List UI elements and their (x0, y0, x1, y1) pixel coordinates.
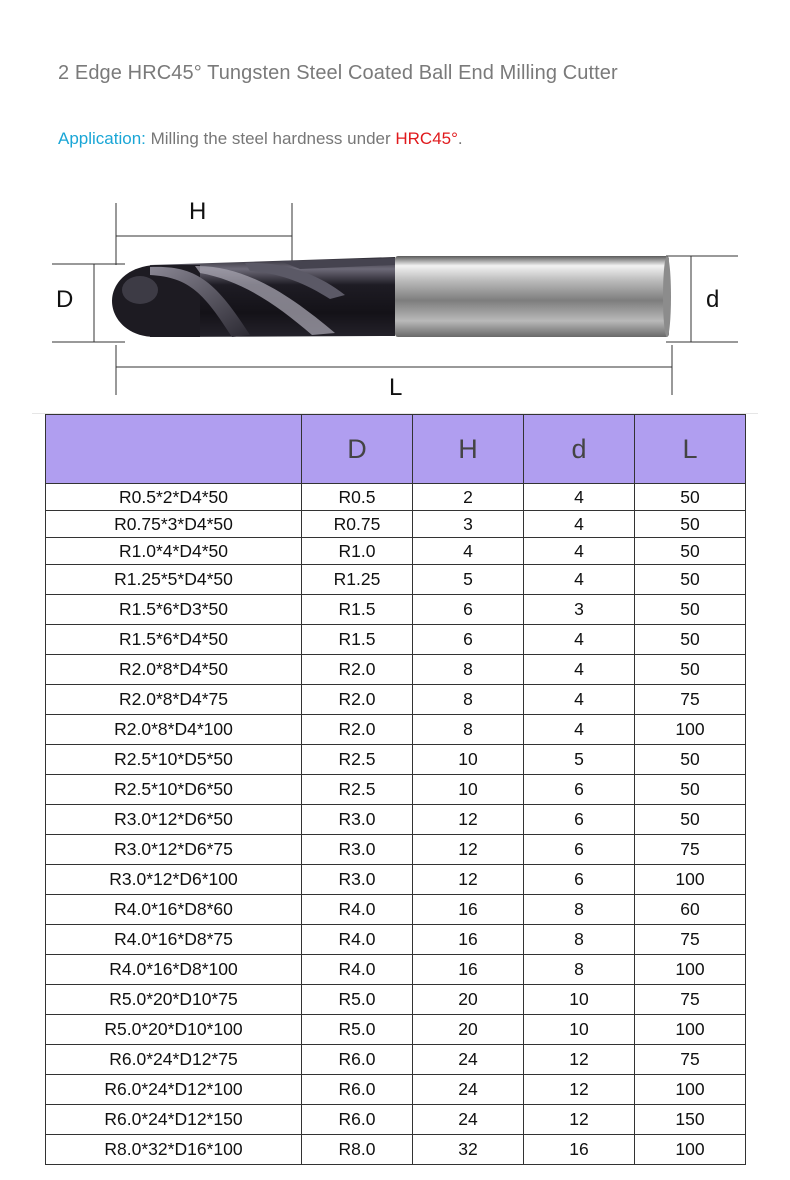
table-row (46, 655, 746, 685)
cutter-shank (395, 256, 669, 337)
cell-model: R4.0*16*D8*75 (46, 925, 302, 955)
cell-d-large: R8.0 (302, 1135, 413, 1165)
cell-h: 20 (413, 985, 524, 1015)
page-title: 2 Edge HRC45° Tungsten Steel Coated Ball End Milling Cutter (58, 62, 618, 84)
header-l: L (635, 415, 746, 484)
cell-d-large: R2.5 (302, 775, 413, 805)
cell-d-small: 4 (524, 565, 635, 595)
table-row (46, 985, 746, 1015)
cell-l: 50 (635, 805, 746, 835)
cell-h: 6 (413, 595, 524, 625)
cell-l: 100 (635, 1135, 746, 1165)
cell-d-small: 12 (524, 1075, 635, 1105)
table-row (46, 1105, 746, 1135)
cell-h: 4 (413, 538, 524, 565)
cell-l: 50 (635, 538, 746, 565)
cell-d-large: R3.0 (302, 835, 413, 865)
cell-d-small: 4 (524, 655, 635, 685)
cell-d-large: R2.0 (302, 685, 413, 715)
cell-l: 100 (635, 1075, 746, 1105)
table-row (46, 865, 746, 895)
cell-l: 50 (635, 511, 746, 538)
header-h: H (413, 415, 524, 484)
cell-model: R2.0*8*D4*50 (46, 655, 302, 685)
cell-model: R2.5*10*D6*50 (46, 775, 302, 805)
cell-l: 75 (635, 985, 746, 1015)
table-row (46, 895, 746, 925)
cell-l: 75 (635, 685, 746, 715)
cell-h: 12 (413, 865, 524, 895)
table-row (46, 955, 746, 985)
table-row (46, 1015, 746, 1045)
cell-d-large: R4.0 (302, 925, 413, 955)
cell-d-large: R2.0 (302, 715, 413, 745)
cell-l: 100 (635, 715, 746, 745)
cell-h: 24 (413, 1045, 524, 1075)
cell-d-small: 6 (524, 865, 635, 895)
cell-model: R8.0*32*D16*100 (46, 1135, 302, 1165)
table-row (46, 715, 746, 745)
table-row (46, 745, 746, 775)
cell-h: 24 (413, 1105, 524, 1135)
cell-model: R1.5*6*D3*50 (46, 595, 302, 625)
cell-d-large: R1.5 (302, 625, 413, 655)
cell-l: 60 (635, 895, 746, 925)
header-d-large: D (302, 415, 413, 484)
cell-d-large: R2.5 (302, 745, 413, 775)
application-label: Application: (58, 129, 146, 148)
cell-h: 20 (413, 1015, 524, 1045)
cell-model: R4.0*16*D8*60 (46, 895, 302, 925)
cell-model: R3.0*12*D6*75 (46, 835, 302, 865)
cell-l: 50 (635, 655, 746, 685)
cell-l: 50 (635, 745, 746, 775)
cell-d-small: 5 (524, 745, 635, 775)
cell-l: 100 (635, 1015, 746, 1045)
table-row (46, 775, 746, 805)
cell-d-small: 12 (524, 1105, 635, 1135)
table-row (46, 1135, 746, 1165)
cell-l: 50 (635, 595, 746, 625)
cell-d-large: R4.0 (302, 955, 413, 985)
table-row (46, 511, 746, 538)
cell-d-large: R0.5 (302, 484, 413, 511)
cell-d-small: 4 (524, 538, 635, 565)
cell-h: 10 (413, 745, 524, 775)
cell-h: 8 (413, 715, 524, 745)
cell-d-small: 10 (524, 1015, 635, 1045)
spec-table (45, 414, 746, 1165)
cell-l: 75 (635, 925, 746, 955)
cell-d-small: 10 (524, 985, 635, 1015)
cell-d-large: R3.0 (302, 805, 413, 835)
header-model (46, 415, 302, 484)
cell-l: 50 (635, 484, 746, 511)
cell-h: 6 (413, 625, 524, 655)
cell-d-small: 6 (524, 835, 635, 865)
cell-h: 16 (413, 955, 524, 985)
table-row (46, 595, 746, 625)
table-row (46, 685, 746, 715)
cell-d-large: R1.5 (302, 595, 413, 625)
cell-model: R0.75*3*D4*50 (46, 511, 302, 538)
dim-label-d-large: D (56, 286, 74, 313)
cell-h: 16 (413, 895, 524, 925)
cell-d-large: R6.0 (302, 1075, 413, 1105)
dim-label-d-small: d (706, 286, 720, 313)
cell-h: 12 (413, 835, 524, 865)
cell-d-small: 12 (524, 1045, 635, 1075)
cell-d-large: R5.0 (302, 1015, 413, 1045)
application-line (58, 129, 463, 149)
cell-h: 12 (413, 805, 524, 835)
cell-d-small: 16 (524, 1135, 635, 1165)
cell-d-large: R4.0 (302, 895, 413, 925)
cell-d-large: R1.0 (302, 538, 413, 565)
cell-l: 50 (635, 625, 746, 655)
cell-model: R4.0*16*D8*100 (46, 955, 302, 985)
cell-h: 2 (413, 484, 524, 511)
cell-d-large: R6.0 (302, 1045, 413, 1075)
table-header-row (46, 415, 746, 484)
cell-model: R2.5*10*D5*50 (46, 745, 302, 775)
table-row (46, 1045, 746, 1075)
cell-h: 3 (413, 511, 524, 538)
cell-model: R0.5*2*D4*50 (46, 484, 302, 511)
dim-label-h: H (189, 198, 207, 225)
cell-l: 100 (635, 865, 746, 895)
cell-model: R1.0*4*D4*50 (46, 538, 302, 565)
header-d-small: d (524, 415, 635, 484)
cell-model: R6.0*24*D12*100 (46, 1075, 302, 1105)
cell-d-small: 4 (524, 511, 635, 538)
table-row (46, 835, 746, 865)
cell-d-small: 6 (524, 775, 635, 805)
cell-h: 32 (413, 1135, 524, 1165)
cell-d-small: 6 (524, 805, 635, 835)
cell-d-large: R5.0 (302, 985, 413, 1015)
cell-l: 75 (635, 1045, 746, 1075)
cell-l: 75 (635, 835, 746, 865)
cell-model: R1.5*6*D4*50 (46, 625, 302, 655)
cell-d-large: R1.25 (302, 565, 413, 595)
application-highlight: HRC45° (395, 129, 458, 148)
cell-model: R6.0*24*D12*150 (46, 1105, 302, 1135)
cell-model: R3.0*12*D6*50 (46, 805, 302, 835)
table-row (46, 925, 746, 955)
cell-model: R1.25*5*D4*50 (46, 565, 302, 595)
cell-d-large: R3.0 (302, 865, 413, 895)
cell-model: R2.0*8*D4*100 (46, 715, 302, 745)
cell-model: R6.0*24*D12*75 (46, 1045, 302, 1075)
cell-model: R5.0*20*D10*100 (46, 1015, 302, 1045)
cell-l: 100 (635, 955, 746, 985)
cell-h: 24 (413, 1075, 524, 1105)
cell-d-small: 4 (524, 625, 635, 655)
cell-d-small: 8 (524, 955, 635, 985)
cell-d-small: 8 (524, 895, 635, 925)
table-row (46, 565, 746, 595)
application-end: . (457, 129, 463, 148)
cell-d-small: 4 (524, 685, 635, 715)
cell-h: 5 (413, 565, 524, 595)
cell-model: R5.0*20*D10*75 (46, 985, 302, 1015)
cell-l: 150 (635, 1105, 746, 1135)
cell-l: 50 (635, 775, 746, 805)
cell-d-large: R2.0 (302, 655, 413, 685)
table-row (46, 1075, 746, 1105)
cell-l: 50 (635, 565, 746, 595)
table-row (46, 625, 746, 655)
dim-label-l: L (389, 374, 403, 401)
cell-d-small: 8 (524, 925, 635, 955)
cell-h: 10 (413, 775, 524, 805)
cell-model: R2.0*8*D4*75 (46, 685, 302, 715)
cell-h: 16 (413, 925, 524, 955)
cell-d-large: R0.75 (302, 511, 413, 538)
cell-d-small: 3 (524, 595, 635, 625)
application-text: Milling the steel hardness under (145, 129, 396, 148)
table-row (46, 538, 746, 565)
table-row (46, 484, 746, 511)
cell-model: R3.0*12*D6*100 (46, 865, 302, 895)
cell-h: 8 (413, 655, 524, 685)
cell-d-large: R6.0 (302, 1105, 413, 1135)
cell-h: 8 (413, 685, 524, 715)
table-row (46, 805, 746, 835)
cell-d-small: 4 (524, 484, 635, 511)
cell-d-small: 4 (524, 715, 635, 745)
